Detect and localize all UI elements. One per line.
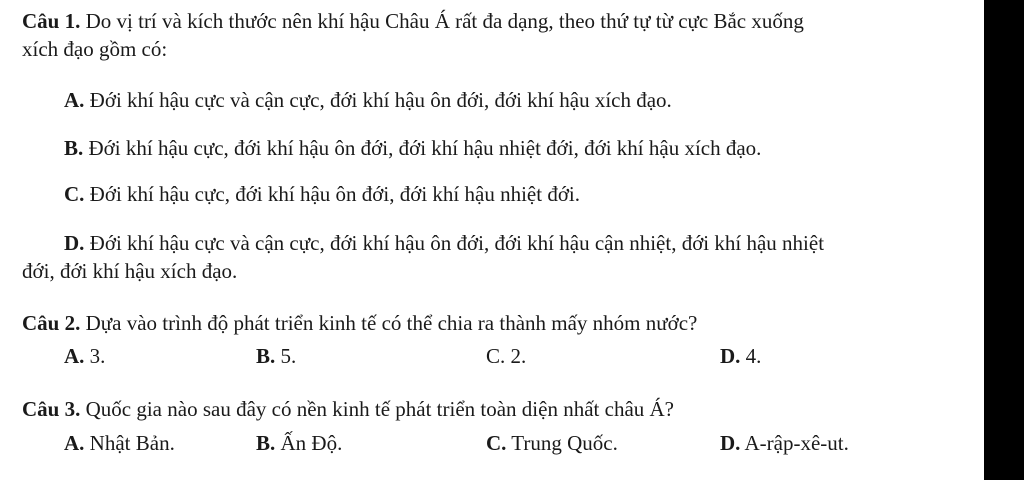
- question-3-text: Quốc gia nào sau đây có nền kinh tế phát triển toàn diện nhất châu Á?: [85, 397, 674, 421]
- option-letter: B.: [64, 136, 84, 160]
- right-black-border: [984, 0, 1024, 480]
- option-text: Đới khí hậu cực, đới khí hậu ôn đới, đới khí hậu nhiệt đới.: [89, 182, 581, 206]
- option-text: 5.: [280, 344, 297, 368]
- question-2-text: Dựa vào trình độ phát triển kinh tế có thể chia ra thành mấy nhóm nước?: [85, 311, 698, 335]
- option-text: Nhật Bản.: [89, 431, 175, 455]
- option-text: Đới khí hậu cực và cận cực, đới khí hậu ôn đới, đới khí hậu cận nhiệt, đới khí hậu nhiệt: [89, 231, 825, 255]
- question-2-line: [22, 310, 697, 336]
- option-text: A-rập-xê-ut.: [744, 431, 849, 455]
- question-2-option-c: [486, 343, 526, 369]
- option-letter: A.: [64, 88, 85, 112]
- question-1-text: Do vị trí và kích thước nên khí hậu Châu Á rất đa dạng, theo thứ tự từ cực Bắc xuống: [85, 9, 804, 33]
- question-3-option-a: [64, 430, 175, 456]
- question-1-line-2: [22, 36, 167, 62]
- question-3-number: Câu 3.: [22, 397, 81, 421]
- question-1-text-cont: xích đạo gồm có:: [22, 37, 168, 61]
- question-1-option-d-cont: [22, 258, 237, 284]
- option-letter: A.: [64, 344, 85, 368]
- option-text: 3.: [89, 344, 106, 368]
- option-text: 2.: [510, 344, 527, 368]
- question-1-number: Câu 1.: [22, 9, 81, 33]
- question-2-number: Câu 2.: [22, 311, 81, 335]
- option-letter: D.: [64, 231, 85, 255]
- option-text: Đới khí hậu cực và cận cực, đới khí hậu ôn đới, đới khí hậu xích đạo.: [89, 88, 672, 112]
- option-letter: A.: [64, 431, 85, 455]
- question-1-option-a: [64, 87, 672, 113]
- question-3-option-b: [256, 430, 342, 456]
- option-letter: C.: [486, 344, 506, 368]
- option-text: Đới khí hậu cực, đới khí hậu ôn đới, đới khí hậu nhiệt đới, đới khí hậu xích đạo.: [88, 136, 762, 160]
- option-letter: B.: [256, 344, 276, 368]
- option-letter: D.: [720, 431, 741, 455]
- question-3-option-d: [720, 430, 849, 456]
- question-1-option-d: [64, 230, 824, 256]
- question-2-option-b: [256, 343, 296, 369]
- question-1-option-b: [64, 135, 761, 161]
- option-letter: D.: [720, 344, 741, 368]
- option-letter: C.: [64, 182, 85, 206]
- question-2-option-a: [64, 343, 105, 369]
- option-text: 4.: [745, 344, 762, 368]
- option-text: Ấn Độ.: [280, 431, 343, 455]
- question-3-line: [22, 396, 674, 422]
- option-letter: B.: [256, 431, 276, 455]
- option-letter: C.: [486, 431, 507, 455]
- option-text: Trung Quốc.: [511, 431, 618, 455]
- question-3-option-c: [486, 430, 618, 456]
- question-2-option-d: [720, 343, 761, 369]
- option-text-cont: đới, đới khí hậu xích đạo.: [22, 259, 238, 283]
- question-1-line-1: [22, 8, 804, 34]
- question-1-option-c: [64, 181, 580, 207]
